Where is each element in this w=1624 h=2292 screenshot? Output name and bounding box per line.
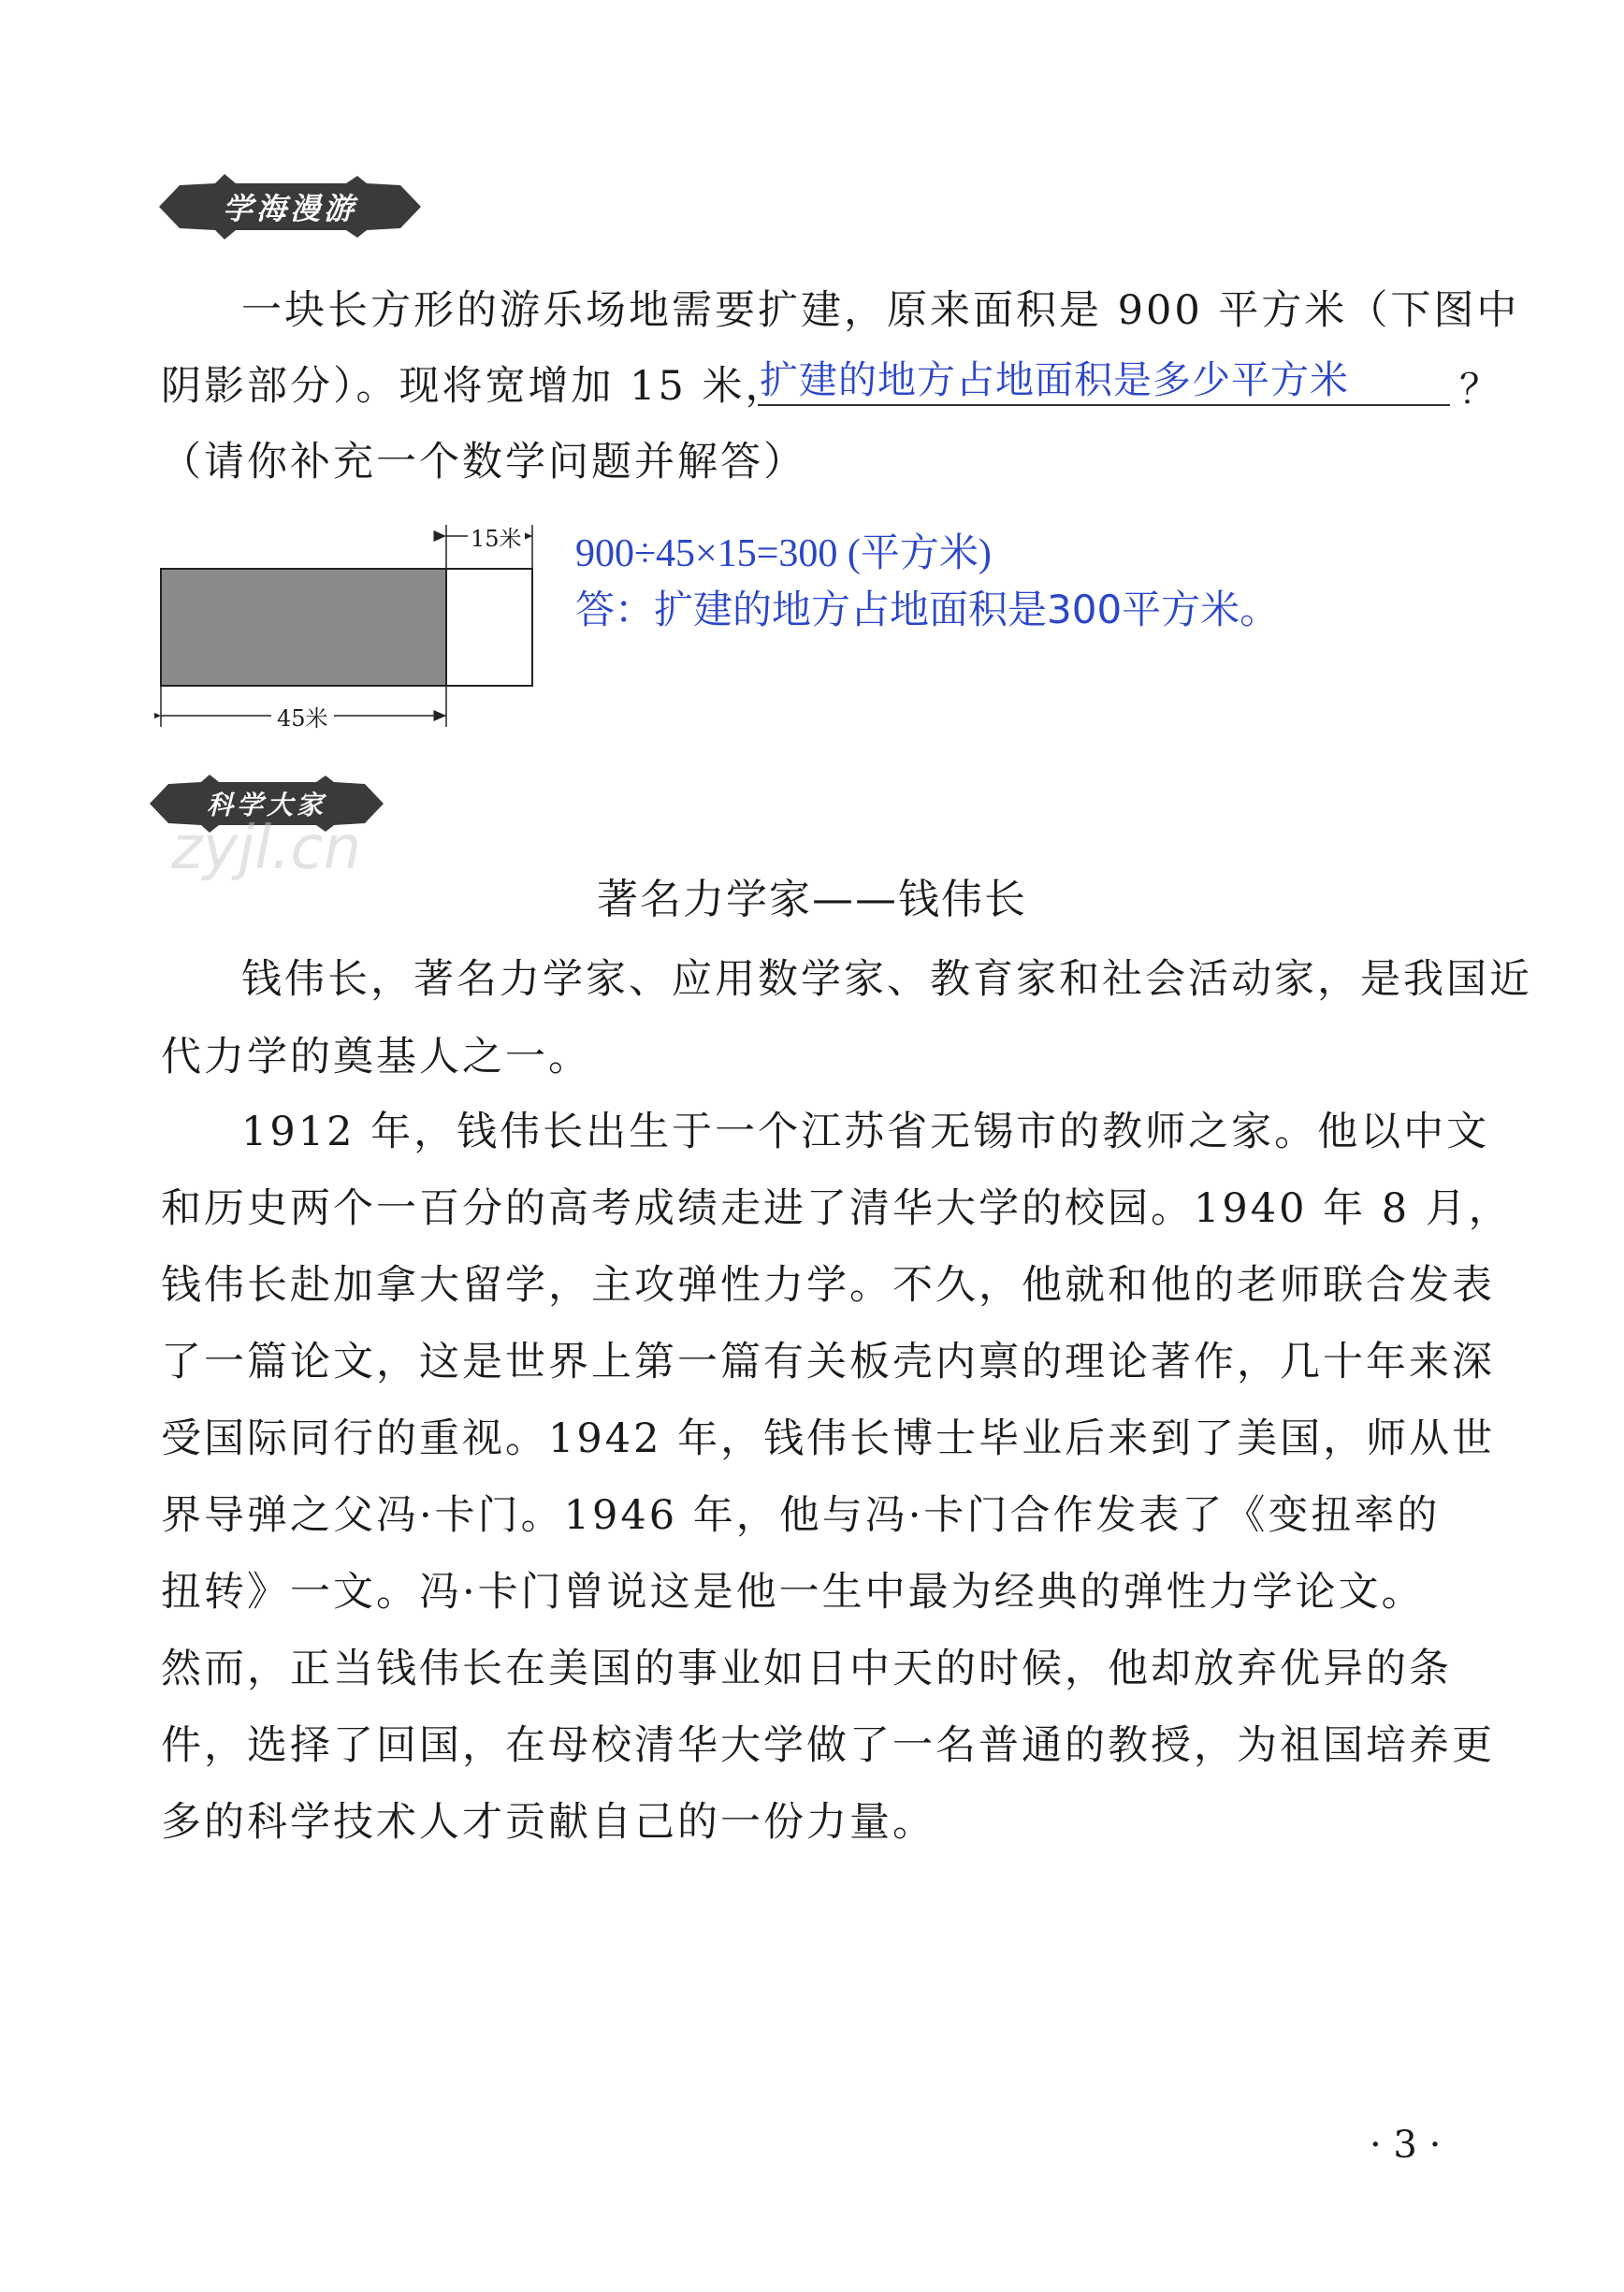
- article-line: 钱伟长赴加拿大留学，主攻弹性力学。不久，他就和他的老师联合发表: [161, 1262, 1495, 1309]
- handwritten-question: 扩建的地方占地面积是多少平方米: [760, 357, 1349, 402]
- problem-line-1: 一块长方形的游乐场地需要扩建，原来面积是 900 平方米（下图中: [241, 287, 1520, 334]
- article-line: 1912 年，钱伟长出生于一个江苏省无锡市的教师之家。他以中文: [241, 1109, 1490, 1155]
- article-line: 界导弹之父冯·卡门。1946 年，他与冯·卡门合作发表了《变扭率的: [161, 1492, 1441, 1539]
- banner-label: 学海漫游: [222, 191, 357, 226]
- question-mark: ？: [1459, 367, 1500, 413]
- banner-label: 科学大家: [206, 790, 326, 820]
- problem-line-3: （请你补充一个数学问题并解答）: [161, 439, 806, 486]
- watermark: zyjl.cn: [171, 814, 362, 883]
- problem-line-2-prefix: 阴影部分）。现将宽增加 15 米，: [161, 363, 789, 410]
- article-line: 和历史两个一百分的高考成绩走进了清华大学的校园。1940 年 8 月，: [161, 1185, 1512, 1232]
- solution-line-1: 900÷45×15=300 (平方米): [575, 532, 992, 575]
- article-line: 钱伟长，著名力学家、应用数学家、教育家和社会活动家，是我国近: [241, 956, 1532, 1003]
- section-banner-xuehaimanyou: [159, 174, 421, 239]
- page-number: · 3 ·: [1370, 2124, 1442, 2167]
- width-label: 15米: [468, 520, 525, 553]
- article-line: 多的科学技术人才贡献自己的一份力量。: [161, 1799, 935, 1846]
- article-title: 著名力学家——钱伟长: [597, 876, 1027, 923]
- article-line: 扭转》一文。冯·卡门曾说这是他一生中最为经典的弹性力学论文。: [161, 1569, 1425, 1616]
- shaded-original-area: [161, 569, 446, 686]
- problem-line-2: [161, 358, 789, 414]
- article-line: 受国际同行的重视。1942 年，钱伟长博士毕业后来到了美国，师从世: [161, 1415, 1496, 1462]
- answer-blank-line: [758, 404, 1450, 406]
- article-line: 然而，正当钱伟长在美国的事业如日中天的时候，他却放弃优异的条: [161, 1646, 1452, 1692]
- solution-line-2: 答：扩建的地方占地面积是300平方米。: [575, 587, 1280, 632]
- article-line: 代力学的奠基人之一。: [161, 1034, 591, 1081]
- length-label: 45米: [271, 700, 334, 733]
- article-line: 件，选择了回国，在母校清华大学做了一名普通的教授，为祖国培养更: [161, 1722, 1495, 1769]
- extension-area: [446, 569, 532, 686]
- article-line: 了一篇论文，这是世界上第一篇有关板壳内禀的理论著作，几十年来深: [161, 1339, 1495, 1385]
